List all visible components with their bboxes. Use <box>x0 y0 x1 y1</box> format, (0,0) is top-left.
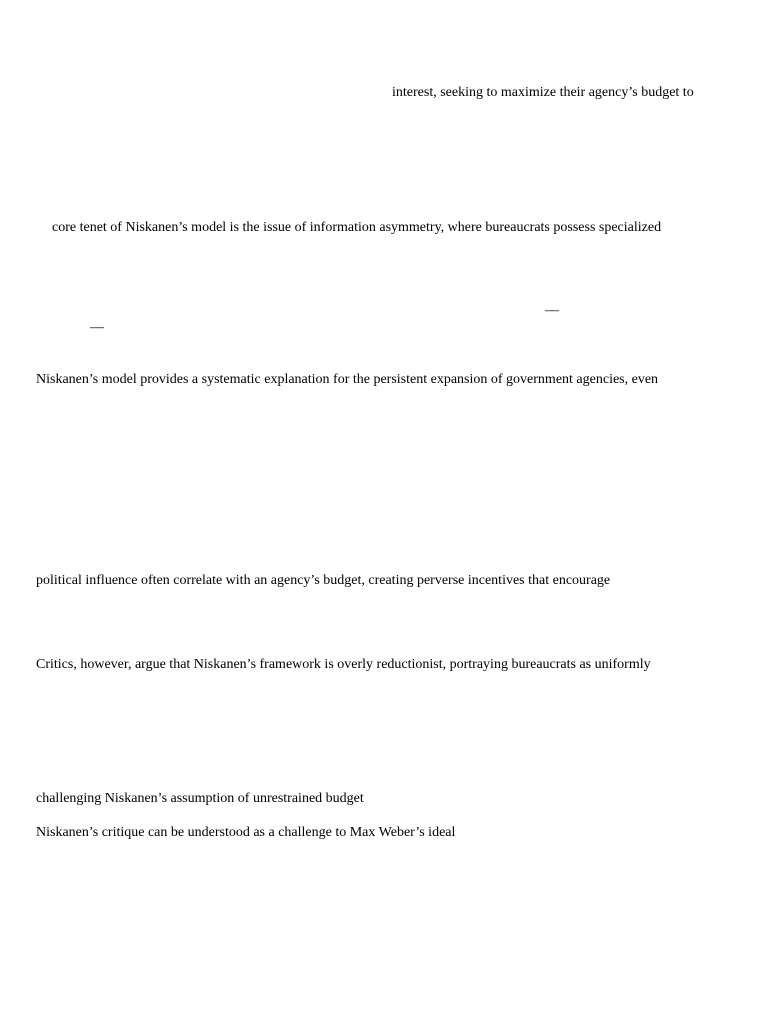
text-line-2: core tenet of Niskanen’s model is the issue of information asymmetry, where bureaucrats possess specialized <box>52 220 662 235</box>
em-dash-2: — <box>90 320 104 335</box>
text-line-6: challenging Niskanen’s assumption of unrestrained budget <box>36 791 364 806</box>
text-line-4: political influence often correlate with an agency’s budget, creating perverse incentives that encourage <box>36 573 611 588</box>
em-dash-1: — <box>545 303 559 318</box>
text-line-5: Critics, however, argue that Niskanen’s framework is overly reductionist, portraying bureaucrats as uniformly <box>36 657 651 672</box>
text-line-7: Niskanen’s critique can be understood as a challenge to Max Weber’s ideal <box>36 825 456 840</box>
text-line-1: interest, seeking to maximize their agency’s budget to <box>392 85 694 100</box>
text-line-3: Niskanen’s model provides a systematic explanation for the persistent expansion of government agencies, even <box>36 372 659 387</box>
